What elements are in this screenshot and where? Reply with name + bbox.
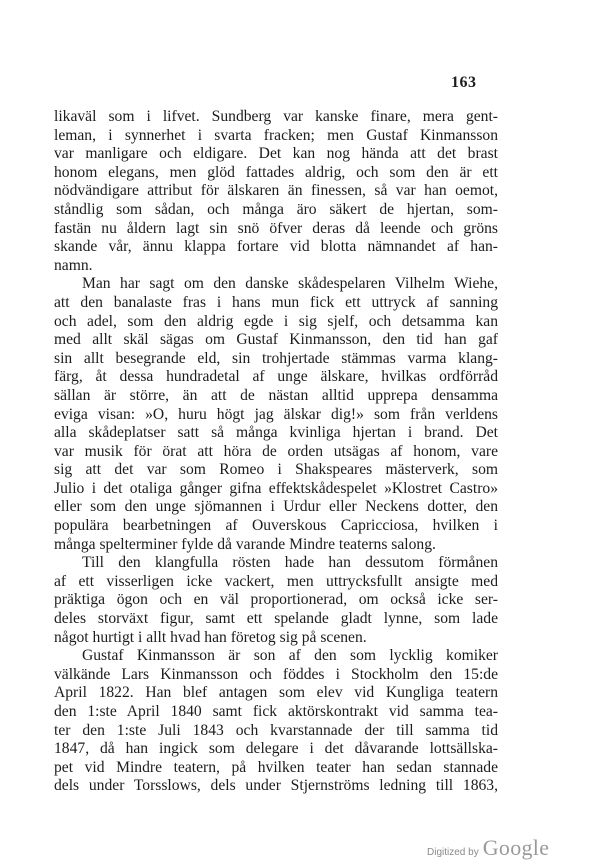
text-line: fastän nu åldern lagt sin snö öfver deras då leende och gröns — [54, 219, 498, 237]
text-line: med allt skäl sägas om Gustaf Kinmansson, den tid han gaf — [54, 331, 498, 349]
text-line: något hurtigt i allt hvad han företog sig på scenen. — [54, 628, 367, 646]
text-line: likaväl som i lifvet. Sundberg var kanske finare, mera gent- — [54, 108, 498, 125]
body-text — [54, 108, 498, 796]
text-line: deles storväxt figur, samt ett spelande gladt lynne, som lade — [54, 610, 498, 628]
text-line: pet vid Mindre teatern, på hvilken teater han sedan stannade — [54, 758, 498, 776]
text-line: färg, åt dessa hundradetal af unge älskare, hvilkas ordförråd — [54, 368, 498, 386]
text-line: Till den klangfulla rösten hade han dessutom förmånen — [82, 554, 498, 572]
text-line: sig att det var som Romeo i Shakspeares mästerverk, som — [54, 461, 498, 479]
text-line: präktiga ögon och en väl proportionerad, om också icke ser- — [54, 591, 498, 609]
text-line: och adel, som den aldrig egde i sig sjelf, och detsamma kan — [54, 312, 498, 330]
text-line: nödvändigare attribut för älskaren än finessen, så var han oemot, — [54, 182, 498, 200]
text-line: eviga visan: »O, huru högt jag älskar dig!» som från verldens — [54, 405, 498, 423]
text-line: välkände Lars Kinmansson och föddes i Stockholm den 15:de — [54, 665, 498, 683]
google-logo: Google — [482, 835, 550, 860]
text-line: populära bearbetningen af Ouverskous Capricciosa, hvilken i — [54, 517, 498, 535]
digitization-watermark — [427, 835, 549, 861]
text-line: 1847, då han ingick som delegare i det dåvarande lottsällska- — [54, 740, 498, 758]
text-line: af ett visserligen icke vackert, men uttrycksfullt ansigte med — [54, 572, 498, 590]
text-line: sällan är större, än att de nästan alltid upprepa densamma — [54, 386, 498, 404]
text-line: Man har sagt om den danske skådespelaren Vilhelm Wiehe, — [82, 275, 498, 293]
text-line: Julio i det otaliga gånger gifna effektskådespelet »Klostret Castro» — [54, 479, 498, 497]
text-line: skande vår, ännu klappa fortare vid blotta nämnandet af han- — [54, 238, 498, 256]
text-line: ståndlig som sådan, och många äro säkert de hjertan, som- — [54, 200, 498, 218]
text-line: dels under Torsslows, dels under Stjernströms ledning till 1863, — [54, 777, 498, 795]
text-line: leman, i synnerhet i svarta fracken; men Gustaf Kinmansson — [54, 126, 498, 144]
text-line: ter den 1:ste Juli 1843 och kvarstannade der till samma tid — [54, 721, 498, 739]
text-line: många spelterminer fylde då varande Mindre teaterns salong. — [54, 535, 436, 553]
text-line: Gustaf Kinmansson är son af den som lycklig komiker — [82, 647, 498, 665]
text-line: var manligare och eldigare. Det kan nog hända att det brast — [54, 145, 498, 163]
text-line: eller som den unge sjömannen i Urdur eller Neckens dotter, den — [54, 498, 498, 516]
text-line: var musik för örat att höra de orden utsägas af honom, vare — [54, 442, 498, 460]
text-line: alla skådeplatser satt så många kvinliga hjertan i brand. Det — [54, 424, 498, 442]
text-line: att den banalaste fras i hans mun fick ett uttryck af sanning — [54, 293, 498, 311]
text-line: namn. — [54, 256, 93, 274]
text-line: honom elegans, men glöd fattades aldrig, och som den är ett — [54, 163, 498, 181]
text-line: den 1:ste April 1840 samt fick aktörskontrakt vid samma tea- — [54, 703, 498, 720]
text-line: April 1822. Han blef antagen som elev vid Kungliga teatern — [54, 684, 498, 702]
text-line: sin allt besegrande eld, sin trohjertade stämmas varma klang- — [54, 349, 498, 367]
digitized-by-label: Digitized by — [427, 847, 479, 858]
page-number: 163 — [451, 74, 477, 91]
